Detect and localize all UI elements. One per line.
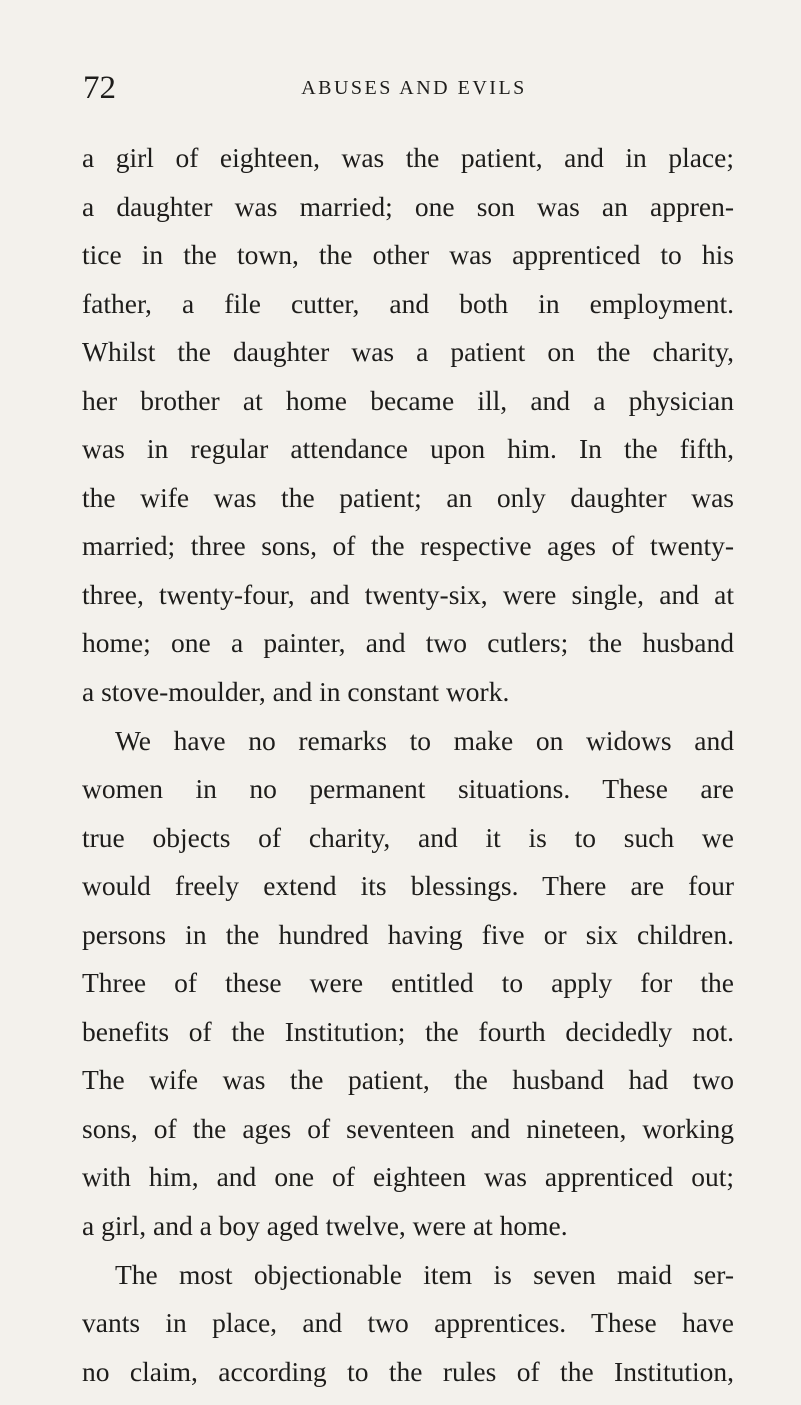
text-line: her brother at home became ill, and a physician: [82, 384, 734, 416]
text-line: a girl of eighteen, was the patient, and in place;: [82, 142, 734, 173]
running-head: ABUSES AND EVILS: [301, 77, 527, 99]
text-line-paragraph-start: The most objectionable item is seven maid ser-: [115, 1258, 734, 1290]
body-text: [82, 134, 734, 1396]
text-line: tice in the town, the other was apprenticed to his: [82, 239, 734, 271]
text-line: married; three sons, of the respective ages of twenty-: [82, 530, 734, 562]
page-number: 72: [83, 70, 116, 106]
text-line: father, a file cutter, and both in employment.: [82, 287, 734, 319]
text-line: true objects of charity, and it is to such we: [82, 821, 734, 853]
text-line-paragraph-start: We have no remarks to make on widows and: [115, 724, 734, 756]
text-line-paragraph-end: a stove-moulder, and in constant work.: [82, 676, 510, 708]
text-line-paragraph-end: a girl, and a boy aged twelve, were at home.: [82, 1210, 568, 1242]
text-line: the wife was the patient; an only daughter was: [82, 481, 734, 513]
text-line: The wife was the patient, the husband had two: [82, 1064, 734, 1096]
text-line: benefits of the Institution; the fourth decidedly not.: [82, 1015, 734, 1047]
text-line: Three of these were entitled to apply for the: [82, 967, 734, 999]
text-line: persons in the hundred having five or six children.: [82, 918, 734, 950]
text-line: vants in place, and two apprentices. These have: [82, 1307, 734, 1339]
text-line: Whilst the daughter was a patient on the charity,: [82, 336, 734, 368]
text-line: sons, of the ages of seventeen and nineteen, working: [82, 1112, 734, 1144]
text-line: would freely extend its blessings. There are four: [82, 870, 734, 902]
text-line: a daughter was married; one son was an appren-: [82, 190, 734, 222]
text-line: was in regular attendance upon him. In the fifth,: [82, 433, 734, 465]
page-header: [83, 68, 733, 108]
text-line: no claim, according to the rules of the Institution,: [82, 1355, 734, 1387]
text-line: home; one a painter, and two cutlers; the husband: [82, 627, 734, 659]
text-line: with him, and one of eighteen was apprenticed out;: [82, 1161, 734, 1193]
text-line: women in no permanent situations. These are: [82, 773, 734, 805]
text-line: three, twenty-four, and twenty-six, were single, and at: [82, 578, 734, 610]
